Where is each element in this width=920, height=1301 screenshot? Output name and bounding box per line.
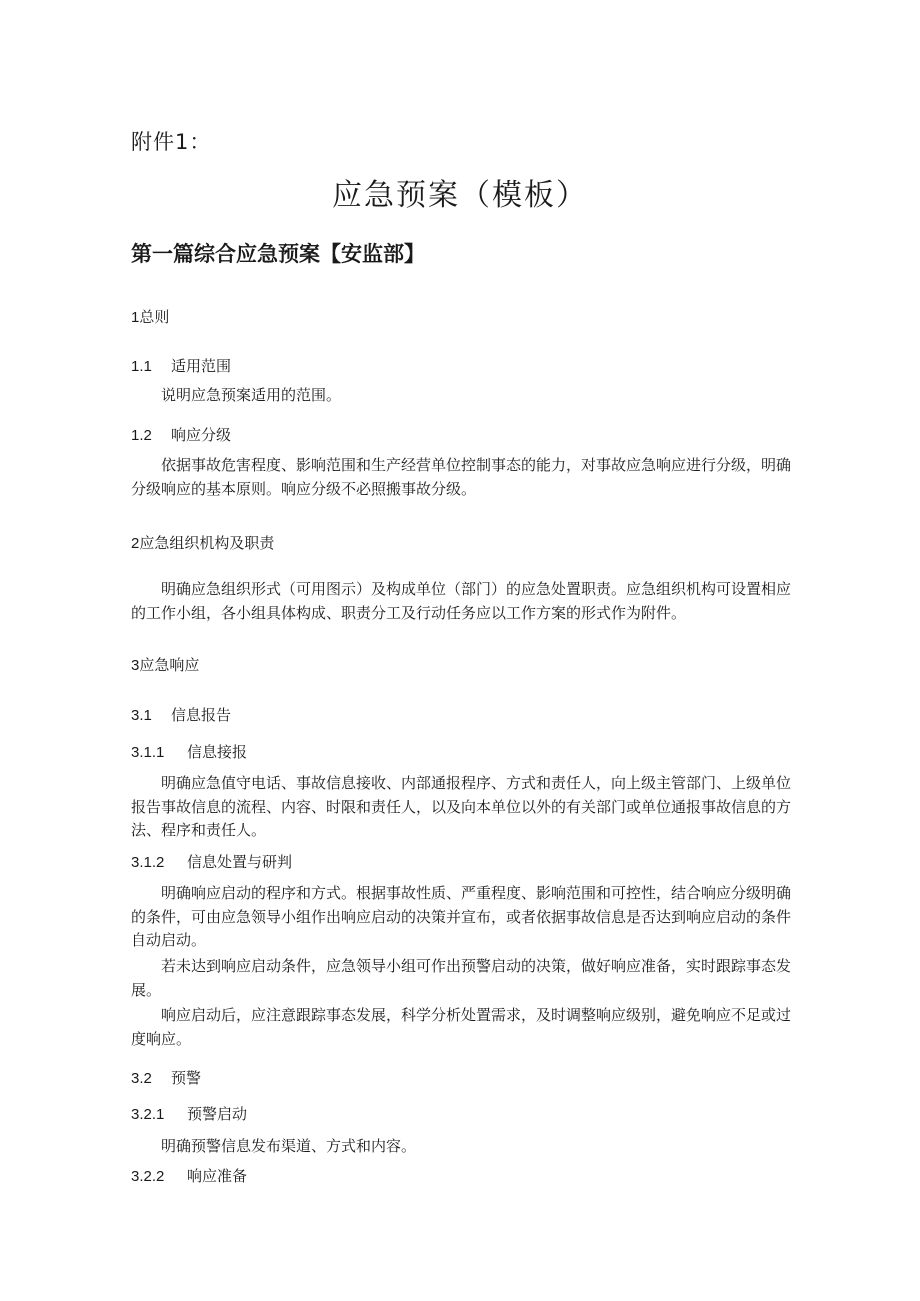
paragraph-3-2-1: 明确预警信息发布渠道、方式和内容。	[161, 1137, 417, 1155]
section-number: 3.2.2	[131, 1168, 165, 1185]
section-title: 信息报告	[171, 706, 232, 724]
attachment-label: 附件1：	[131, 130, 212, 154]
section-heading-1-1	[131, 355, 231, 376]
section-heading-3-2-1	[131, 1103, 247, 1124]
section-number: 1	[131, 309, 140, 326]
section-heading-3-1-2	[131, 851, 292, 872]
section-number: 3.1	[131, 707, 152, 724]
paragraph-3-1-1: 明确应急值守电话、事故信息接收、内部通报程序、方式和责任人，向上级主管部门、上级单位报告事故信息的流程、内容、时限和责任人，以及向本单位以外的有关部门或单位通报事故信息的方法、程序和责任人。	[131, 774, 792, 839]
section-number: 3.1.1	[131, 744, 165, 761]
section-number: 2	[131, 535, 140, 552]
paragraph-3-1-2-a: 明确响应启动的程序和方式。根据事故性质、严重程度、影响范围和可控性，结合响应分级明确的条件，可由应急领导小组作出响应启动的决策并宣布，或者依据事故信息是否达到响应启动的条件自动启动。	[131, 884, 792, 949]
section-heading-3	[131, 654, 199, 675]
section-number: 3	[131, 657, 140, 674]
section-number: 3.2	[131, 1070, 152, 1087]
section-heading-3-2-2	[131, 1165, 247, 1186]
document-title: 应急预案（模板）	[332, 178, 588, 213]
paragraph-3-1-2-b: 若未达到响应启动条件，应急领导小组可作出预警启动的决策，做好响应准备，实时跟踪事态发展。	[131, 957, 792, 999]
paragraph-3-1-2-c: 响应启动后，应注意跟踪事态发展，科学分析处置需求，及时调整响应级别，避免响应不足或过度响应。	[131, 1006, 792, 1048]
section-number: 3.1.2	[131, 854, 165, 871]
section-number: 1.2	[131, 427, 152, 444]
section-number: 1.1	[131, 358, 152, 375]
section-title: 总则	[139, 308, 170, 326]
paragraph-1-2: 依据事故危害程度、影响范围和生产经营单位控制事态的能力，对事故应急响应进行分级，明确分级响应的基本原则。响应分级不必照搬事故分级。	[131, 456, 792, 498]
section-title: 应急组织机构及职责	[139, 534, 275, 552]
section-title: 预警启动	[187, 1105, 248, 1123]
section-heading-2	[131, 532, 274, 553]
section-heading-1	[131, 306, 169, 327]
section-title: 应急响应	[139, 656, 200, 674]
section-title: 信息接报	[187, 743, 248, 761]
section-title: 适用范围	[171, 357, 232, 375]
section-number: 3.2.1	[131, 1106, 165, 1123]
section-heading-3-1	[131, 704, 231, 725]
paragraph-2: 明确应急组织形式（可用图示）及构成单位（部门）的应急处置职责。应急组织机构可设置相应的工作小组，各小组具体构成、职责分工及行动任务应以工作方案的形式作为附件。	[131, 580, 792, 622]
section-title: 信息处置与研判	[187, 853, 293, 871]
section-title: 响应分级	[171, 426, 232, 444]
section-heading-1-2	[131, 424, 231, 445]
part-title: 第一篇综合应急预案【安监部】	[131, 242, 425, 266]
section-heading-3-2	[131, 1067, 201, 1088]
section-title: 预警	[171, 1069, 202, 1087]
paragraph-1-1: 说明应急预案适用的范围。	[161, 386, 342, 404]
section-heading-3-1-1	[131, 741, 247, 762]
section-title: 响应准备	[187, 1167, 248, 1185]
